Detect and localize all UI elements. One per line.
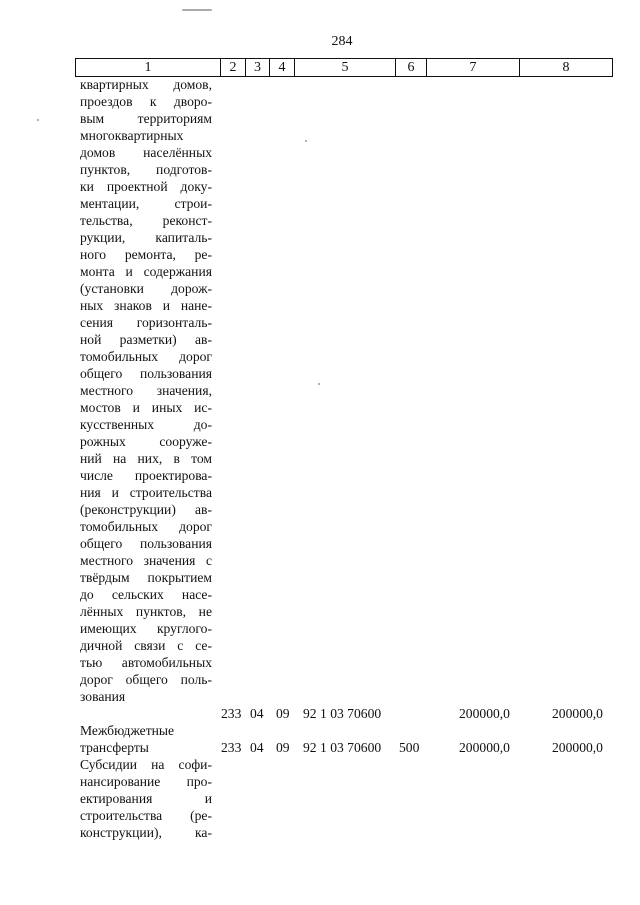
description-line: проездов к дворо- bbox=[80, 94, 212, 109]
description-line: конструкции), ка- bbox=[80, 825, 212, 840]
cell-col7: 200000,0 bbox=[459, 740, 510, 755]
description-line: ментации, строи- bbox=[80, 196, 212, 211]
description-line: кусственных до- bbox=[80, 417, 212, 432]
table-row-transfers-values bbox=[0, 739, 640, 756]
description-line: рожных сооруже- bbox=[80, 434, 212, 449]
cell-col2: 233 bbox=[221, 706, 242, 721]
description-line: ки проектной доку- bbox=[80, 179, 212, 194]
description-line: (установки дорож- bbox=[80, 281, 212, 296]
column-header-1: 1 bbox=[76, 59, 221, 77]
description-line: многоквартирных bbox=[80, 128, 184, 143]
page-number: 284 bbox=[331, 34, 353, 49]
cell-col5: 92 1 03 70600 bbox=[303, 706, 382, 721]
description-line: местного значения с bbox=[80, 553, 212, 568]
cell-col2: 233 bbox=[221, 740, 242, 755]
cell-col4: 09 bbox=[276, 706, 290, 721]
cell-col3: 04 bbox=[250, 740, 264, 755]
description-line: до сельских насе- bbox=[80, 587, 212, 602]
description-line: числе проектирова- bbox=[80, 468, 212, 483]
cell-col8: 200000,0 bbox=[552, 706, 603, 721]
cell-col7: 200000,0 bbox=[459, 706, 510, 721]
column-header-4: 4 bbox=[270, 59, 295, 77]
description-line: ного ремонта, ре- bbox=[80, 247, 212, 262]
column-header-2: 2 bbox=[221, 59, 246, 77]
description-line: вым территориям bbox=[80, 111, 212, 126]
description-line: ний на них, в том bbox=[80, 451, 212, 466]
description-line: строительства (ре- bbox=[80, 808, 212, 823]
description-line: томобильных дорог bbox=[80, 349, 212, 364]
description-line: трансферты bbox=[80, 740, 149, 755]
description-line: (реконструкции) ав- bbox=[80, 502, 212, 517]
description-line: монта и содержания bbox=[80, 264, 212, 279]
description-line: квартирных домов, bbox=[80, 77, 212, 92]
description-line: нансирование про- bbox=[80, 774, 212, 789]
description-line: ния и строительства bbox=[80, 485, 212, 500]
description-line: зования bbox=[80, 689, 126, 704]
cell-col3: 04 bbox=[250, 706, 264, 721]
description-line: Межбюджетные bbox=[80, 723, 175, 738]
cell-col6: 500 bbox=[399, 740, 420, 755]
description-line: общего пользования bbox=[80, 366, 212, 381]
description-line: ных знаков и нане- bbox=[80, 298, 212, 313]
description-line: домов населённых bbox=[80, 145, 212, 160]
description-line: Субсидии на софи- bbox=[80, 757, 212, 772]
column-header-3: 3 bbox=[246, 59, 270, 77]
column-header-7: 7 bbox=[427, 59, 520, 77]
description-line: пунктов, подготов- bbox=[80, 162, 212, 177]
description-line: ной разметки) ав- bbox=[80, 332, 212, 347]
description-line: сения горизонталь- bbox=[80, 315, 212, 330]
column-header-row bbox=[75, 58, 613, 77]
description-line: местного значения, bbox=[80, 383, 212, 398]
description-line: ектирования и bbox=[80, 791, 212, 806]
scan-artifact bbox=[318, 383, 320, 385]
item-description-subsidies bbox=[80, 756, 212, 841]
column-header-6: 6 bbox=[396, 59, 427, 77]
description-line: дорог общего поль- bbox=[80, 672, 212, 687]
item-description-roads bbox=[80, 76, 212, 705]
description-line: тью автомобильных bbox=[80, 655, 212, 670]
description-line: общего пользования bbox=[80, 536, 212, 551]
table-row-roads-values bbox=[0, 705, 640, 722]
cell-col5: 92 1 03 70600 bbox=[303, 740, 382, 755]
description-line: дичной связи с се- bbox=[80, 638, 212, 653]
scan-artifact bbox=[182, 9, 212, 11]
scan-artifact bbox=[37, 119, 39, 121]
cell-col4: 09 bbox=[276, 740, 290, 755]
description-line: рукции, капиталь- bbox=[80, 230, 212, 245]
scan-artifact bbox=[305, 140, 307, 142]
column-header-5: 5 bbox=[295, 59, 396, 77]
description-line: лённых пунктов, не bbox=[80, 604, 212, 619]
cell-col8: 200000,0 bbox=[552, 740, 603, 755]
description-line: имеющих круглого- bbox=[80, 621, 212, 636]
description-line: твёрдым покрытием bbox=[80, 570, 212, 585]
column-header-8: 8 bbox=[520, 59, 613, 77]
description-line: тельства, реконст- bbox=[80, 213, 212, 228]
description-line: мостов и иных ис- bbox=[80, 400, 212, 415]
description-line: томобильных дорог bbox=[80, 519, 212, 534]
